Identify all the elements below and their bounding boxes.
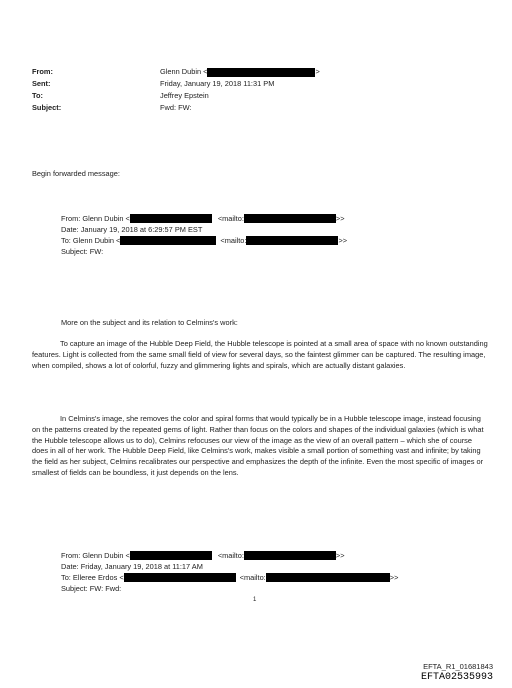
to-value: Jeffrey Epstein	[160, 91, 209, 100]
paragraph-text: In Celmins's image, she removes the color and spiral forms that would typically be in a Hubble telescope image, instead focusing on the patterns created by the repeated gems of light. Rather than focus on the colors and shapes of the individual galaxies (which is what the Hubble telescope allows us to do), Celmins refocuses our view of the image as the view of an overall pattern – which she of course does in all of her work. The Hubble Deep Field, like Celmins's work, makes visible a small portion of something vast and infinite; by taking the field as her subject, Celmins recalibrates our perspective and emphasizes the depth of the infinite. Even the most specific of images or smallest of fields can be boundless, it just depends on the lens.	[32, 414, 484, 477]
email-header	[32, 66, 320, 114]
forwarded-message-1	[61, 213, 347, 257]
fwd2-mailto: <mailto:	[217, 551, 244, 560]
fwd1-from-line	[61, 213, 347, 224]
header-to-row	[32, 90, 320, 102]
redaction-block	[124, 573, 236, 582]
fwd2-from-prefix: From: Glenn Dubin <	[61, 551, 130, 560]
header-subject-row	[32, 102, 320, 114]
fwd2-date: Date: Friday, January 19, 2018 at 11:17 AM	[61, 562, 203, 571]
redaction-block	[130, 214, 212, 223]
fwd1-to-prefix: To: Glenn Dubin <	[61, 236, 121, 245]
fwd2-end: >>	[335, 551, 345, 560]
from-label: From:	[32, 67, 53, 76]
redaction-block	[120, 236, 216, 245]
fwd2-to-mailto: <mailto:	[239, 573, 266, 582]
subject-value: Fwd: FW:	[160, 103, 192, 112]
fwd1-to-mailto: <mailto:	[220, 236, 247, 245]
page-number: 1	[253, 597, 257, 603]
fwd1-end: >>	[335, 214, 345, 223]
redaction-block	[130, 551, 212, 560]
sent-label: Sent:	[32, 79, 51, 88]
fwd1-to-line	[61, 235, 347, 246]
from-end: >	[315, 67, 320, 76]
fwd2-to-line	[61, 572, 398, 583]
redaction-block	[266, 573, 390, 582]
body-paragraph-1	[32, 339, 488, 371]
header-from-row	[32, 66, 320, 78]
from-value	[160, 66, 320, 78]
from-name: Glenn Dubin <	[160, 67, 208, 76]
subject-label: Subject:	[32, 103, 62, 112]
fwd2-to-prefix: To: Elleree Erdos <	[61, 573, 124, 582]
redaction-block	[244, 551, 336, 560]
footer-reference-2: EFTA02535993	[420, 672, 493, 683]
forwarded-message-2	[61, 550, 398, 594]
fwd1-mailto: <mailto:	[217, 214, 244, 223]
fwd1-subject: Subject: FW:	[61, 247, 104, 256]
body-intro: More on the subject and its relation to Celmins's work:	[61, 318, 238, 327]
fwd2-to-end: >>	[389, 573, 399, 582]
fwd1-from-prefix: From: Glenn Dubin <	[61, 214, 130, 223]
fwd2-subject: Subject: FW: Fwd:	[61, 584, 122, 593]
sent-value: Friday, January 19, 2018 11:31 PM	[160, 79, 275, 88]
forward-intro: Begin forwarded message:	[32, 169, 120, 178]
header-sent-row	[32, 78, 320, 90]
redaction-block	[246, 236, 338, 245]
to-label: To:	[32, 91, 43, 100]
redaction-block	[244, 214, 336, 223]
body-paragraph-2	[32, 414, 488, 479]
footer-reference-1: EFTA_R1_01681843	[423, 662, 493, 671]
fwd1-date: Date: January 19, 2018 at 6:29:57 PM EST	[61, 225, 203, 234]
redaction-block	[207, 68, 315, 77]
paragraph-text: To capture an image of the Hubble Deep Field, the Hubble telescope is pointed at a small area of space with no known outstanding features. Light is collected from the same small field of view for several days, so the faintest glimmer can be captured. The resulting image, when compiled, shows a lot of colorful, fuzzy and glimmering lights and spirals, which are actually distant galaxies.	[32, 339, 488, 370]
fwd2-from-line	[61, 550, 398, 561]
fwd1-to-end: >>	[338, 236, 348, 245]
